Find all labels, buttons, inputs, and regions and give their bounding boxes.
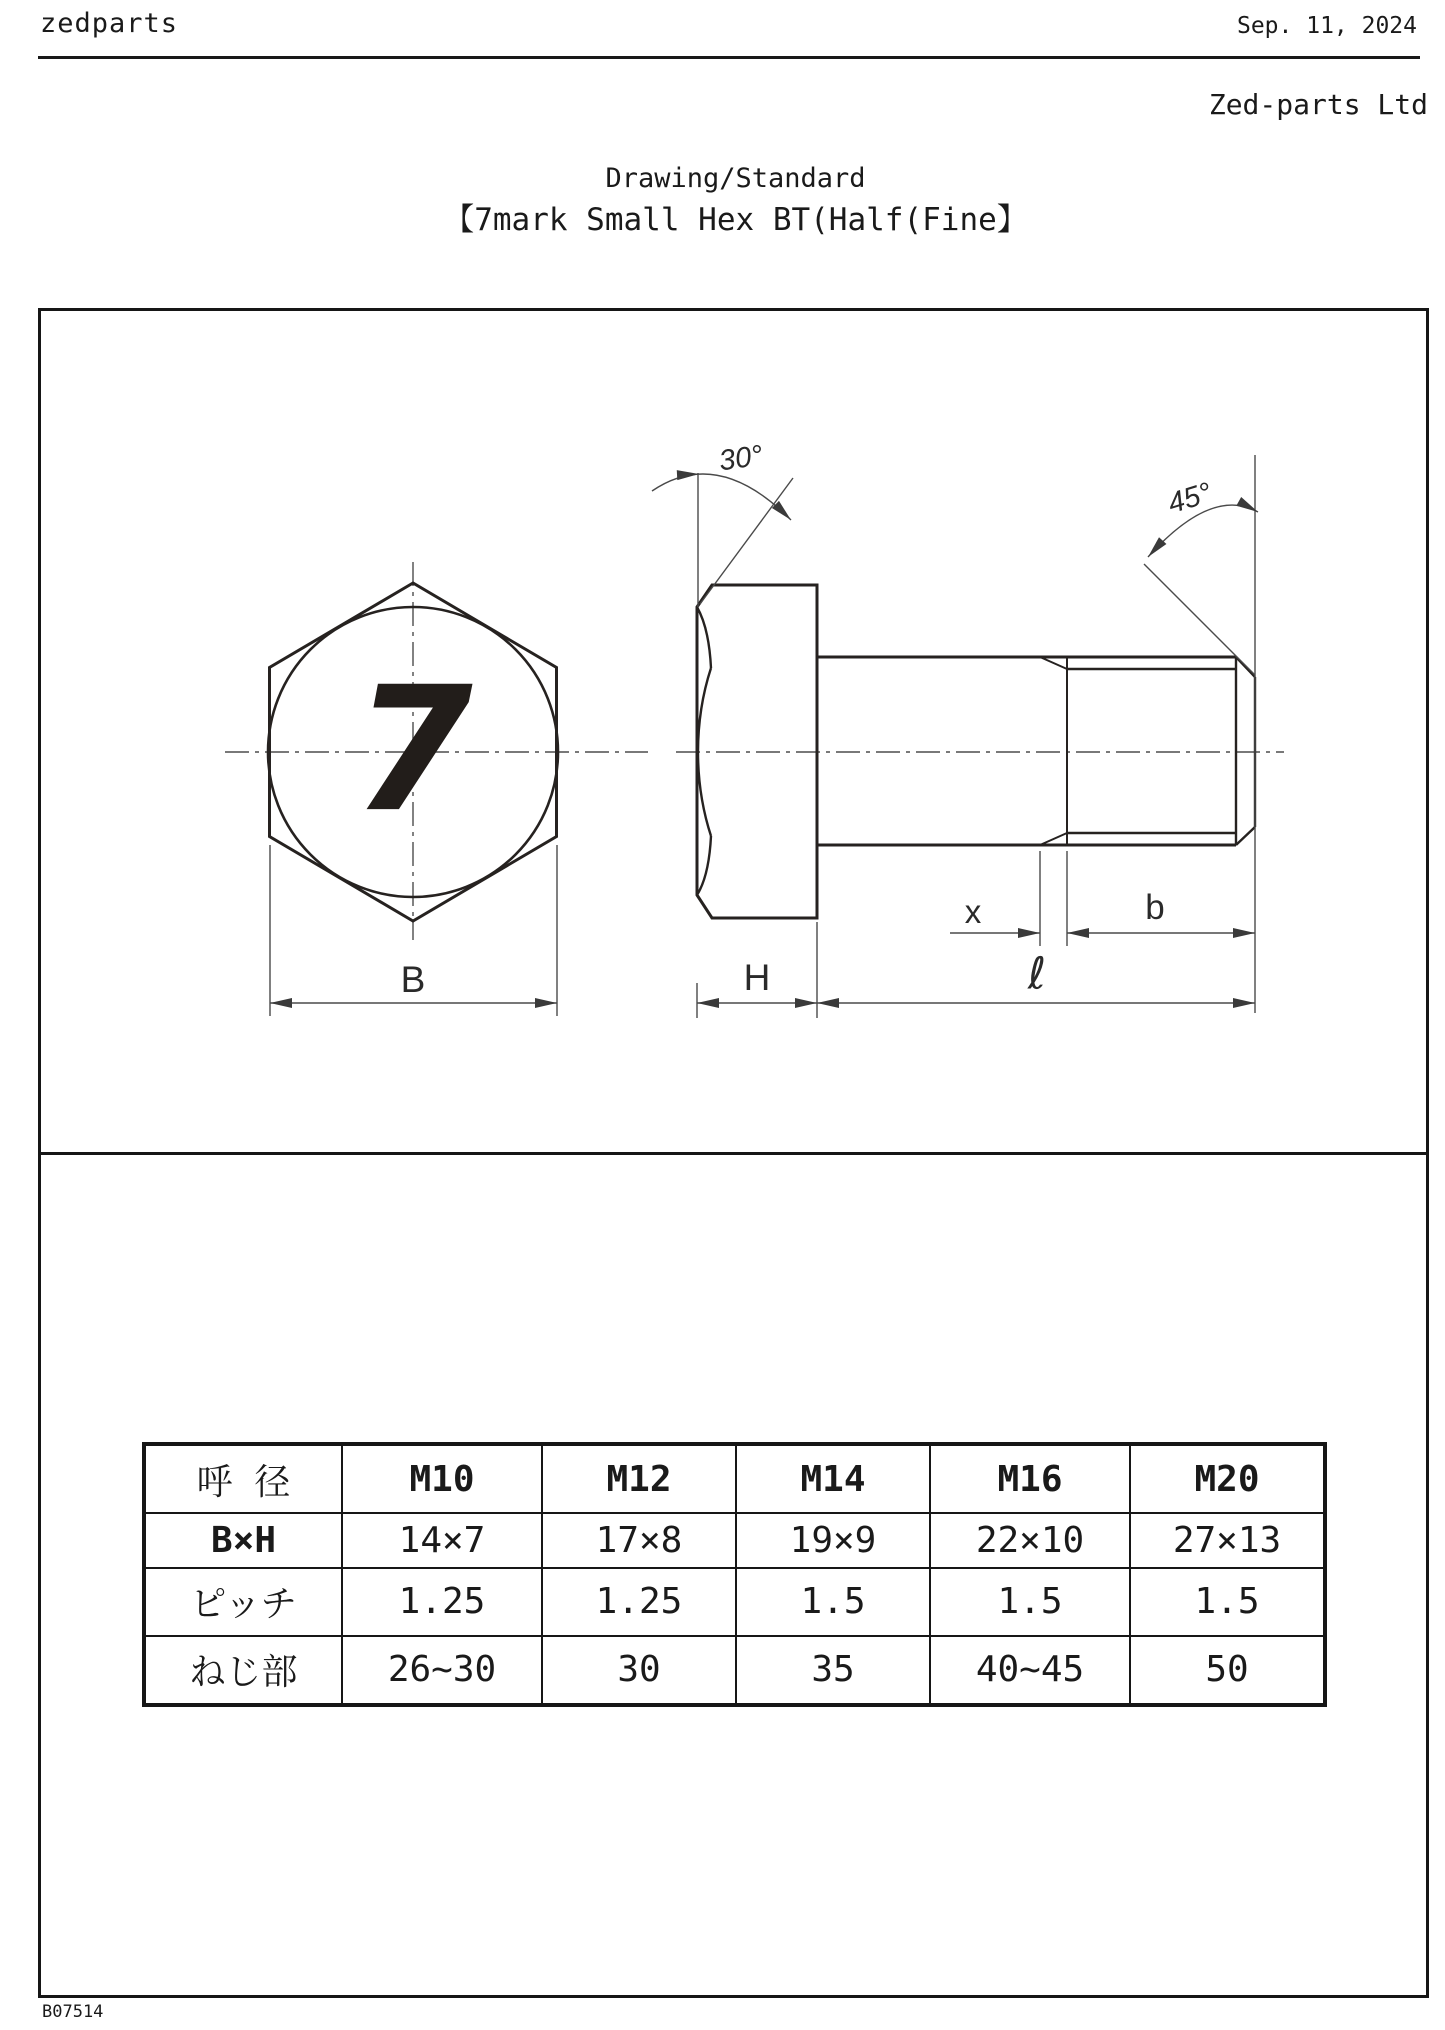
table-cell: 1.25 xyxy=(542,1568,736,1636)
table-row-nominal-diameter xyxy=(144,1444,1325,1513)
head-strength-mark: 7 xyxy=(353,649,473,851)
document-category-title: Drawing/Standard xyxy=(605,163,866,194)
dim-label-thread-length: b xyxy=(1145,888,1165,927)
table-cell: M16 xyxy=(930,1444,1130,1513)
table-cell: 35 xyxy=(736,1636,930,1705)
table-cell: 19×9 xyxy=(736,1513,930,1568)
angle-label-head-chamfer: 30° xyxy=(716,439,765,478)
table-cell: B×H xyxy=(144,1513,342,1568)
company-name: Zed-parts Ltd xyxy=(1208,88,1428,121)
table-cell: 26~30 xyxy=(342,1636,542,1705)
document-date: Sep. 11, 2024 xyxy=(1236,13,1417,39)
table-cell: ねじ部 xyxy=(144,1636,342,1705)
table-cell: M20 xyxy=(1130,1444,1325,1513)
table-cell: 14×7 xyxy=(342,1513,542,1568)
document-number: B07514 xyxy=(42,2002,104,2022)
dim-label-head-height: H xyxy=(743,957,771,998)
table-cell: 50 xyxy=(1130,1636,1325,1705)
table-cell: 40~45 xyxy=(930,1636,1130,1705)
table-row-thread-part xyxy=(144,1636,1325,1705)
dim-label-width-across-flats: B xyxy=(400,959,426,1000)
dim-label-incomplete-thread: x xyxy=(964,893,982,930)
table-row-b-x-h xyxy=(144,1513,1325,1568)
angle-label-point-chamfer: 45° xyxy=(1164,476,1216,521)
table-cell: 22×10 xyxy=(930,1513,1130,1568)
part-name-title: 【7mark Small Hex BT(Half(Fine】 xyxy=(443,202,1028,238)
point-chamfer-angle-annotation xyxy=(1144,455,1260,1013)
table-cell: 1.5 xyxy=(1130,1568,1325,1636)
table-cell: 1.25 xyxy=(342,1568,542,1636)
dim-label-shank-length: ℓ xyxy=(1027,948,1047,1000)
table-cell: M12 xyxy=(542,1444,736,1513)
table-cell: 1.5 xyxy=(736,1568,930,1636)
table-cell: 27×13 xyxy=(1130,1513,1325,1568)
table-cell: M10 xyxy=(342,1444,542,1513)
table-cell: M14 xyxy=(736,1444,930,1513)
table-cell: 呼 径 xyxy=(144,1444,342,1513)
spec-table xyxy=(142,1442,1323,1707)
table-cell: ピッチ xyxy=(144,1568,342,1636)
table-cell: 17×8 xyxy=(542,1513,736,1568)
table-row-pitch xyxy=(144,1568,1325,1636)
table-cell: 30 xyxy=(542,1636,736,1705)
company-logo-text: zedparts xyxy=(40,8,179,39)
table-cell: 1.5 xyxy=(930,1568,1130,1636)
